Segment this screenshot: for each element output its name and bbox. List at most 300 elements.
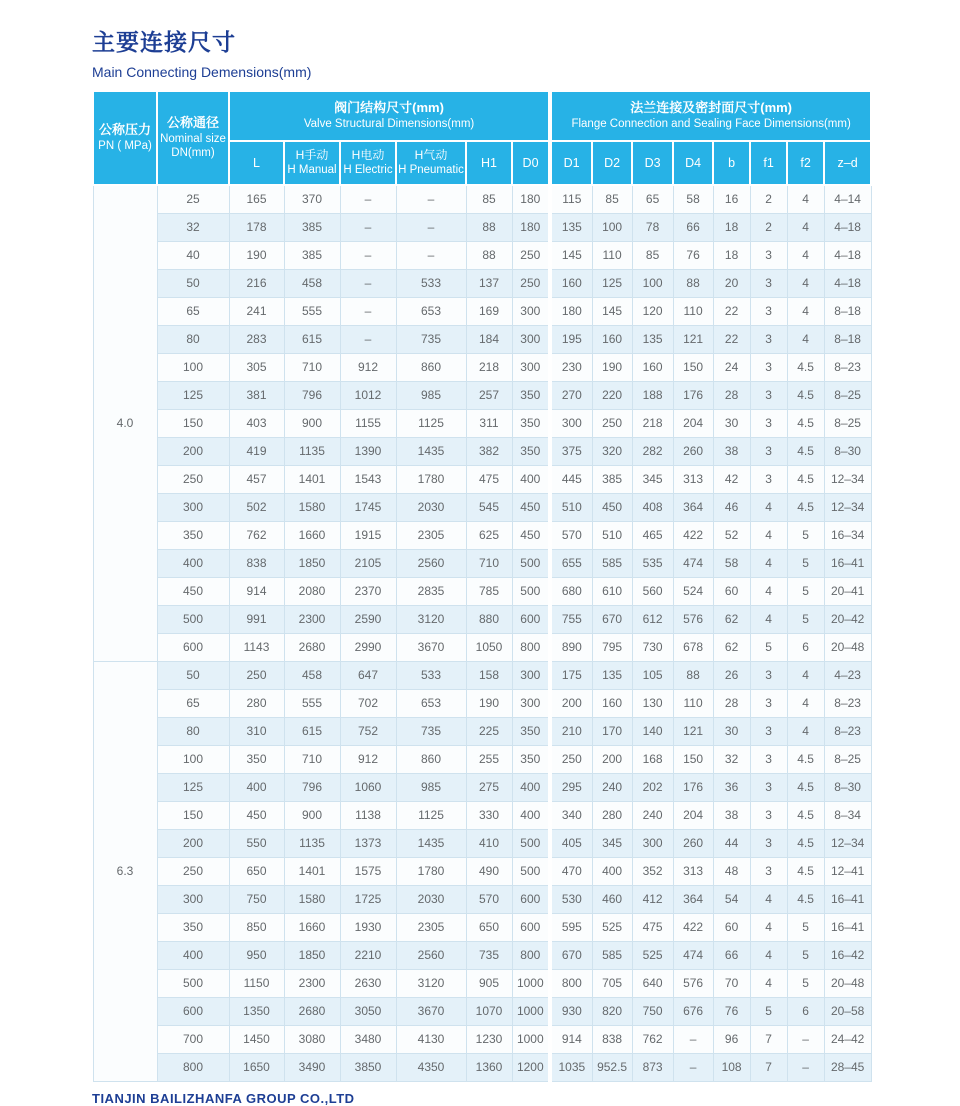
value-cell: 364 xyxy=(673,885,713,913)
value-cell: 180 xyxy=(512,185,550,213)
value-cell: 165 xyxy=(229,185,284,213)
value-cell: 1138 xyxy=(340,801,396,829)
value-cell: 2 xyxy=(750,185,787,213)
value-cell: 66 xyxy=(673,213,713,241)
value-cell: 524 xyxy=(673,577,713,605)
value-cell: 796 xyxy=(284,381,340,409)
value-cell: 560 xyxy=(632,577,673,605)
value-cell: 4 xyxy=(750,969,787,997)
value-cell: 3 xyxy=(750,801,787,829)
value-cell: 352 xyxy=(632,857,673,885)
value-cell: 4 xyxy=(787,297,824,325)
pn-value-cell: 4.0 xyxy=(93,185,157,661)
value-cell: 140 xyxy=(632,717,673,745)
value-cell: 1401 xyxy=(284,857,340,885)
value-cell: 470 xyxy=(550,857,592,885)
value-cell: – xyxy=(787,1025,824,1053)
value-cell: 4.5 xyxy=(787,465,824,493)
value-cell: 1060 xyxy=(340,773,396,801)
value-cell: 1000 xyxy=(512,1025,550,1053)
dn-cell: 40 xyxy=(157,241,229,269)
value-cell: 2680 xyxy=(284,633,340,661)
dn-cell: 700 xyxy=(157,1025,229,1053)
value-cell: 240 xyxy=(592,773,632,801)
value-cell: 905 xyxy=(466,969,512,997)
value-cell: 670 xyxy=(592,605,632,633)
value-cell: 460 xyxy=(592,885,632,913)
value-cell: 400 xyxy=(512,465,550,493)
table-row xyxy=(93,185,871,213)
value-cell: 76 xyxy=(673,241,713,269)
value-cell: 533 xyxy=(396,269,466,297)
value-cell: 1360 xyxy=(466,1053,512,1081)
value-cell: 7 xyxy=(750,1053,787,1081)
value-cell: 678 xyxy=(673,633,713,661)
value-cell: 218 xyxy=(632,409,673,437)
value-cell: 130 xyxy=(632,689,673,717)
value-cell: 241 xyxy=(229,297,284,325)
value-cell: 4.5 xyxy=(787,409,824,437)
table-row xyxy=(93,381,871,409)
value-cell: 900 xyxy=(284,409,340,437)
col-header-d4: D4 xyxy=(673,141,713,185)
value-cell: 3 xyxy=(750,689,787,717)
table-row xyxy=(93,465,871,493)
value-cell: 474 xyxy=(673,549,713,577)
value-cell: 1000 xyxy=(512,969,550,997)
value-cell: 3120 xyxy=(396,605,466,633)
value-cell: 121 xyxy=(673,325,713,353)
value-cell: 710 xyxy=(466,549,512,577)
value-cell: 30 xyxy=(713,409,750,437)
value-cell: 16–42 xyxy=(824,941,871,969)
value-cell: 250 xyxy=(512,269,550,297)
value-cell: 16–34 xyxy=(824,521,871,549)
value-cell: 914 xyxy=(229,577,284,605)
table-row xyxy=(93,493,871,521)
dn-cell: 450 xyxy=(157,577,229,605)
value-cell: 78 xyxy=(632,213,673,241)
value-cell: 795 xyxy=(592,633,632,661)
value-cell: 710 xyxy=(284,353,340,381)
value-cell: 3670 xyxy=(396,997,466,1025)
value-cell: 313 xyxy=(673,857,713,885)
value-cell: 4–18 xyxy=(824,269,871,297)
value-cell: 400 xyxy=(229,773,284,801)
value-cell: 46 xyxy=(713,493,750,521)
value-cell: 410 xyxy=(466,829,512,857)
value-cell: 2560 xyxy=(396,549,466,577)
value-cell: 28–45 xyxy=(824,1053,871,1081)
value-cell: 88 xyxy=(466,241,512,269)
value-cell: 1850 xyxy=(284,941,340,969)
table-row xyxy=(93,913,871,941)
table-row xyxy=(93,801,871,829)
value-cell: – xyxy=(396,241,466,269)
dn-cell: 125 xyxy=(157,381,229,409)
value-cell: 2 xyxy=(750,213,787,241)
value-cell: 1435 xyxy=(396,829,466,857)
value-cell: – xyxy=(340,297,396,325)
col-header-zd: z–d xyxy=(824,141,871,185)
value-cell: 400 xyxy=(512,801,550,829)
value-cell: 3850 xyxy=(340,1053,396,1081)
header-dn: 公称通径 Nominal size DN(mm) xyxy=(157,91,229,185)
value-cell: 4350 xyxy=(396,1053,466,1081)
value-cell: 345 xyxy=(592,829,632,857)
value-cell: 188 xyxy=(632,381,673,409)
value-cell: 991 xyxy=(229,605,284,633)
value-cell: 12–41 xyxy=(824,857,871,885)
value-cell: 120 xyxy=(632,297,673,325)
value-cell: 16–41 xyxy=(824,885,871,913)
col-header-h-manual: H手动 H Manual xyxy=(284,141,340,185)
value-cell: 20–41 xyxy=(824,577,871,605)
value-cell: 650 xyxy=(466,913,512,941)
value-cell: 24 xyxy=(713,353,750,381)
value-cell: 510 xyxy=(592,521,632,549)
value-cell: 2300 xyxy=(284,969,340,997)
value-cell: 350 xyxy=(512,437,550,465)
table-row xyxy=(93,353,871,381)
value-cell: 647 xyxy=(340,661,396,689)
value-cell: 54 xyxy=(713,885,750,913)
value-cell: 735 xyxy=(396,325,466,353)
value-cell: 158 xyxy=(466,661,512,689)
value-cell: 576 xyxy=(673,605,713,633)
value-cell: 1580 xyxy=(284,885,340,913)
table-row xyxy=(93,325,871,353)
value-cell: – xyxy=(340,213,396,241)
value-cell: 108 xyxy=(713,1053,750,1081)
col-header-d2: D2 xyxy=(592,141,632,185)
value-cell: 381 xyxy=(229,381,284,409)
value-cell: 275 xyxy=(466,773,512,801)
value-cell: 490 xyxy=(466,857,512,885)
value-cell: 1125 xyxy=(396,801,466,829)
value-cell: 230 xyxy=(550,353,592,381)
value-cell: 4.5 xyxy=(787,801,824,829)
value-cell: 750 xyxy=(229,885,284,913)
value-cell: 4.5 xyxy=(787,381,824,409)
col-header-b: b xyxy=(713,141,750,185)
value-cell: 800 xyxy=(512,633,550,661)
value-cell: 450 xyxy=(229,801,284,829)
value-cell: 2835 xyxy=(396,577,466,605)
value-cell: 838 xyxy=(229,549,284,577)
value-cell: 612 xyxy=(632,605,673,633)
value-cell: 105 xyxy=(632,661,673,689)
value-cell: 525 xyxy=(632,941,673,969)
value-cell: 160 xyxy=(550,269,592,297)
value-cell: 408 xyxy=(632,493,673,521)
value-cell: 5 xyxy=(787,549,824,577)
value-cell: 22 xyxy=(713,325,750,353)
dn-cell: 100 xyxy=(157,745,229,773)
value-cell: 4–18 xyxy=(824,241,871,269)
value-cell: 5 xyxy=(787,941,824,969)
value-cell: 615 xyxy=(284,325,340,353)
value-cell: 48 xyxy=(713,857,750,885)
value-cell: 655 xyxy=(550,549,592,577)
value-cell: 550 xyxy=(229,829,284,857)
value-cell: 1915 xyxy=(340,521,396,549)
value-cell: 4 xyxy=(787,325,824,353)
value-cell: 610 xyxy=(592,577,632,605)
value-cell: 160 xyxy=(632,353,673,381)
value-cell: 250 xyxy=(550,745,592,773)
table-row xyxy=(93,297,871,325)
value-cell: 4.5 xyxy=(787,745,824,773)
value-cell: 625 xyxy=(466,521,512,549)
table-row xyxy=(93,773,871,801)
value-cell: 4–23 xyxy=(824,661,871,689)
value-cell: 4 xyxy=(750,605,787,633)
value-cell: 52 xyxy=(713,521,750,549)
value-cell: 22 xyxy=(713,297,750,325)
dn-cell: 25 xyxy=(157,185,229,213)
value-cell: 1390 xyxy=(340,437,396,465)
value-cell: 202 xyxy=(632,773,673,801)
value-cell: 135 xyxy=(632,325,673,353)
value-cell: 385 xyxy=(284,213,340,241)
value-cell: 450 xyxy=(512,521,550,549)
value-cell: 405 xyxy=(550,829,592,857)
value-cell: 4 xyxy=(750,549,787,577)
dn-cell: 200 xyxy=(157,437,229,465)
value-cell: 250 xyxy=(512,241,550,269)
value-cell: 914 xyxy=(550,1025,592,1053)
page-header xyxy=(92,24,311,80)
value-cell: 382 xyxy=(466,437,512,465)
value-cell: 340 xyxy=(550,801,592,829)
value-cell: 1200 xyxy=(512,1053,550,1081)
table-body xyxy=(93,185,871,1081)
value-cell: 110 xyxy=(673,689,713,717)
value-cell: 8–25 xyxy=(824,409,871,437)
value-cell: 705 xyxy=(592,969,632,997)
value-cell: – xyxy=(340,185,396,213)
value-cell: 1543 xyxy=(340,465,396,493)
value-cell: 4 xyxy=(750,885,787,913)
value-cell: 1660 xyxy=(284,913,340,941)
value-cell: 4.5 xyxy=(787,493,824,521)
value-cell: – xyxy=(673,1053,713,1081)
col-header-d0: D0 xyxy=(512,141,550,185)
value-cell: 5 xyxy=(787,577,824,605)
value-cell: 3490 xyxy=(284,1053,340,1081)
value-cell: 4 xyxy=(787,689,824,717)
value-cell: 3 xyxy=(750,297,787,325)
value-cell: 58 xyxy=(673,185,713,213)
value-cell: 2630 xyxy=(340,969,396,997)
value-cell: 370 xyxy=(284,185,340,213)
value-cell: 595 xyxy=(550,913,592,941)
value-cell: 110 xyxy=(592,241,632,269)
page-subtitle: Main Connecting Demensions(mm) xyxy=(92,64,312,80)
value-cell: 800 xyxy=(512,941,550,969)
header-group-flange: 法兰连接及密封面尺寸(mm) Flange Connection and Sealing Face Dimensions(mm) xyxy=(550,91,871,141)
value-cell: 458 xyxy=(284,661,340,689)
value-cell: 3 xyxy=(750,465,787,493)
value-cell: 7 xyxy=(750,1025,787,1053)
value-cell: 785 xyxy=(466,577,512,605)
value-cell: 762 xyxy=(632,1025,673,1053)
col-header-L: L xyxy=(229,141,284,185)
table-row xyxy=(93,997,871,1025)
value-cell: 502 xyxy=(229,493,284,521)
table-row xyxy=(93,857,871,885)
dn-cell: 80 xyxy=(157,717,229,745)
value-cell: 570 xyxy=(466,885,512,913)
value-cell: 419 xyxy=(229,437,284,465)
value-cell: 4 xyxy=(750,913,787,941)
value-cell: 300 xyxy=(512,353,550,381)
value-cell: 2080 xyxy=(284,577,340,605)
value-cell: 270 xyxy=(550,381,592,409)
pn-value-cell: 6.3 xyxy=(93,661,157,1081)
value-cell: 422 xyxy=(673,913,713,941)
value-cell: 3 xyxy=(750,773,787,801)
value-cell: 2105 xyxy=(340,549,396,577)
value-cell: 1143 xyxy=(229,633,284,661)
value-cell: 530 xyxy=(550,885,592,913)
col-header-d3: D3 xyxy=(632,141,673,185)
value-cell: 1350 xyxy=(229,997,284,1025)
value-cell: 280 xyxy=(592,801,632,829)
table-row xyxy=(93,409,871,437)
value-cell: 110 xyxy=(673,297,713,325)
value-cell: 20–42 xyxy=(824,605,871,633)
value-cell: 250 xyxy=(592,409,632,437)
dn-cell: 50 xyxy=(157,661,229,689)
value-cell: 169 xyxy=(466,297,512,325)
value-cell: 800 xyxy=(550,969,592,997)
value-cell: 300 xyxy=(512,689,550,717)
table-row xyxy=(93,969,871,997)
value-cell: 210 xyxy=(550,717,592,745)
value-cell: 135 xyxy=(550,213,592,241)
value-cell: 4–18 xyxy=(824,213,871,241)
dn-cell: 600 xyxy=(157,633,229,661)
dn-cell: 80 xyxy=(157,325,229,353)
value-cell: 1155 xyxy=(340,409,396,437)
value-cell: 96 xyxy=(713,1025,750,1053)
value-cell: – xyxy=(787,1053,824,1081)
value-cell: 670 xyxy=(550,941,592,969)
dn-cell: 125 xyxy=(157,773,229,801)
dn-cell: 600 xyxy=(157,997,229,1025)
value-cell: 137 xyxy=(466,269,512,297)
value-cell: 3 xyxy=(750,437,787,465)
value-cell: 475 xyxy=(632,913,673,941)
value-cell: 145 xyxy=(550,241,592,269)
value-cell: 350 xyxy=(512,381,550,409)
value-cell: 8–23 xyxy=(824,689,871,717)
value-cell: 555 xyxy=(284,689,340,717)
value-cell: 2560 xyxy=(396,941,466,969)
value-cell: 180 xyxy=(512,213,550,241)
value-cell: 860 xyxy=(396,745,466,773)
value-cell: – xyxy=(396,185,466,213)
value-cell: 8–23 xyxy=(824,353,871,381)
value-cell: 510 xyxy=(550,493,592,521)
value-cell: 1780 xyxy=(396,465,466,493)
value-cell: 3 xyxy=(750,717,787,745)
col-header-h-pneumatic: H气动 H Pneumatic xyxy=(396,141,466,185)
value-cell: 4–14 xyxy=(824,185,871,213)
value-cell: 16 xyxy=(713,185,750,213)
value-cell: 225 xyxy=(466,717,512,745)
value-cell: 12–34 xyxy=(824,493,871,521)
value-cell: 912 xyxy=(340,745,396,773)
table-row xyxy=(93,241,871,269)
value-cell: 100 xyxy=(592,213,632,241)
table-row xyxy=(93,717,871,745)
col-header-h1: H1 xyxy=(466,141,512,185)
value-cell: 300 xyxy=(512,297,550,325)
value-cell: 796 xyxy=(284,773,340,801)
value-cell: 1050 xyxy=(466,633,512,661)
value-cell: 3 xyxy=(750,381,787,409)
value-cell: – xyxy=(396,213,466,241)
dn-cell: 65 xyxy=(157,297,229,325)
value-cell: 200 xyxy=(550,689,592,717)
value-cell: 2370 xyxy=(340,577,396,605)
dn-cell: 300 xyxy=(157,493,229,521)
value-cell: 385 xyxy=(284,241,340,269)
value-cell: 752 xyxy=(340,717,396,745)
value-cell: 3 xyxy=(750,409,787,437)
value-cell: 1660 xyxy=(284,521,340,549)
value-cell: 2590 xyxy=(340,605,396,633)
value-cell: 8–30 xyxy=(824,437,871,465)
value-cell: 195 xyxy=(550,325,592,353)
value-cell: 375 xyxy=(550,437,592,465)
value-cell: 650 xyxy=(229,857,284,885)
value-cell: 474 xyxy=(673,941,713,969)
value-cell: 145 xyxy=(592,297,632,325)
value-cell: 930 xyxy=(550,997,592,1025)
value-cell: 200 xyxy=(592,745,632,773)
dn-cell: 800 xyxy=(157,1053,229,1081)
value-cell: 330 xyxy=(466,801,512,829)
value-cell: 600 xyxy=(512,885,550,913)
value-cell: 820 xyxy=(592,997,632,1025)
header-group-valve: 阀门结构尺寸(mm) Valve Structural Dimensions(mm) xyxy=(229,91,550,141)
dn-cell: 350 xyxy=(157,913,229,941)
value-cell: 5 xyxy=(787,969,824,997)
value-cell: 38 xyxy=(713,801,750,829)
value-cell: – xyxy=(340,325,396,353)
value-cell: 310 xyxy=(229,717,284,745)
value-cell: 985 xyxy=(396,773,466,801)
value-cell: 180 xyxy=(550,297,592,325)
value-cell: 403 xyxy=(229,409,284,437)
value-cell: 8–25 xyxy=(824,745,871,773)
dn-cell: 400 xyxy=(157,549,229,577)
value-cell: 282 xyxy=(632,437,673,465)
value-cell: 257 xyxy=(466,381,512,409)
value-cell: 176 xyxy=(673,773,713,801)
value-cell: 4 xyxy=(787,269,824,297)
value-cell: 190 xyxy=(229,241,284,269)
value-cell: 4 xyxy=(787,661,824,689)
dn-cell: 300 xyxy=(157,885,229,913)
value-cell: 500 xyxy=(512,549,550,577)
value-cell: 450 xyxy=(512,493,550,521)
value-cell: 16–41 xyxy=(824,913,871,941)
